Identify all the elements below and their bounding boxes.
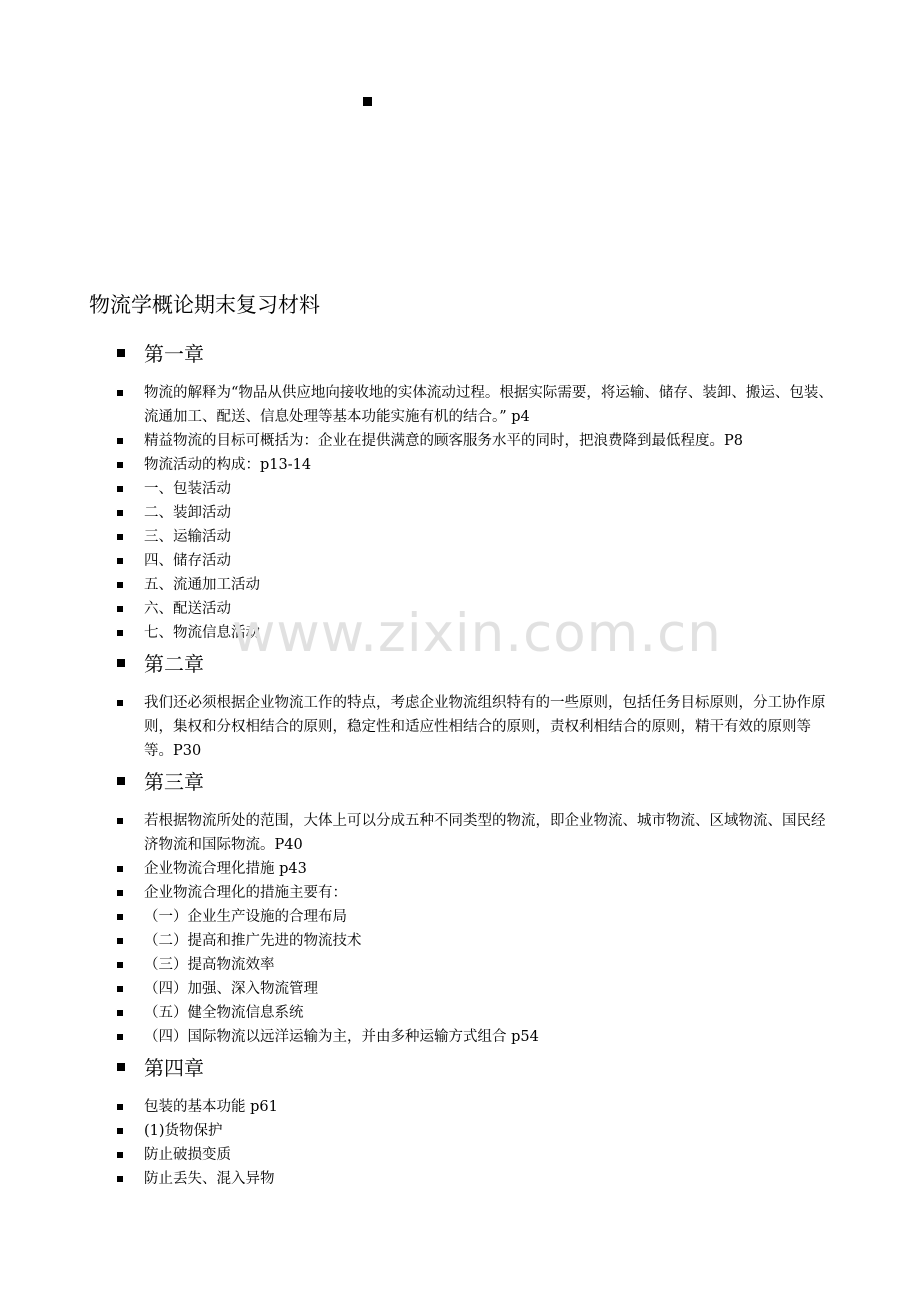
list-item-text: 我们还必须根据企业物流工作的特点，考虑企业物流组织特有的一些原则，包括任务目标原则，分工协作原则，集权和分权相结合的原则，稳定性和适应性相结合的原则，责权利相结合的原则，精干有效的原则等等。P30 [144,695,826,759]
top-bullet-mark [363,97,372,106]
list-item-text: 五、流通加工活动 [144,577,260,593]
chapter-4 [0,1053,920,1191]
list-item-text: 六、配送活动 [144,601,231,617]
chapter-heading [0,339,920,369]
list-item-text: （四）国际物流以远洋运输为主，并由多种运输方式组合 p54 [144,1029,539,1045]
list-item-text: 四、储存活动 [144,553,231,569]
list-item [0,453,920,477]
list-item-text: 物流的解释为“物品从供应地向接收地的实体流动过程。根据实际需要，将运输、储存、装卸、搬运、包装、流通加工、配送、信息处理等基本功能实施有机的结合。” p4 [144,385,833,425]
chapter-heading [0,1053,920,1083]
document-title: 物流学概论期末复习材料 [89,293,320,317]
list-item-text: （四）加强、深入物流管理 [144,981,318,997]
chapter-4-items [0,1095,920,1191]
square-bullet-icon [117,962,123,968]
square-bullet-icon [117,818,123,824]
list-item [0,477,920,501]
list-item-text: 三、运输活动 [144,529,231,545]
list-item-text: (1)货物保护 [144,1123,223,1139]
chapter-1 [0,339,920,645]
square-bullet-icon [117,1152,123,1158]
chapter-heading-text: 第二章 [144,652,204,676]
list-item-text: （二）提高和推广先进的物流技术 [144,933,362,949]
square-bullet-icon [117,606,123,612]
square-bullet-icon [117,700,123,706]
list-item [0,573,920,597]
list-item-text: 物流活动的构成：p13-14 [144,457,312,473]
square-bullet-icon [117,914,123,920]
square-bullet-icon [117,630,123,636]
chapter-heading [0,767,920,797]
list-item [0,1025,920,1049]
square-bullet-icon [117,558,123,564]
list-item [0,1167,920,1191]
list-item-text: 防止破损变质 [144,1147,231,1163]
square-bullet-icon [117,938,123,944]
list-item [0,1143,920,1167]
list-item [0,691,920,763]
list-item [0,857,920,881]
list-item [0,501,920,525]
square-bullet-icon [117,390,123,396]
square-bullet-icon [117,1063,125,1071]
list-item [0,977,920,1001]
square-bullet-icon [117,986,123,992]
square-bullet-icon [117,534,123,540]
square-bullet-icon [117,866,123,872]
document-body [0,339,920,1191]
square-bullet-icon [117,582,123,588]
chapter-2 [0,649,920,763]
list-item-text: 二、装卸活动 [144,505,231,521]
list-item-text: 一、包装活动 [144,481,231,497]
square-bullet-icon [117,438,123,444]
list-item [0,809,920,857]
chapter-heading-text: 第一章 [144,342,204,366]
square-bullet-icon [117,462,123,468]
list-item-text: 精益物流的目标可概括为：企业在提供满意的顾客服务水平的同时，把浪费降到最低程度。P8 [144,433,743,449]
watermark: www.zixin.com.cn [232,603,722,664]
list-item [0,381,920,429]
list-item [0,1001,920,1025]
list-item-text: 若根据物流所处的范围，大体上可以分成五种不同类型的物流，即企业物流、城市物流、区域物流、国民经济物流和国际物流。P40 [144,813,826,853]
list-item-text: （三）提高物流效率 [144,957,275,973]
square-bullet-icon [117,659,125,667]
chapter-heading-text: 第三章 [144,770,204,794]
chapter-2-items [0,691,920,763]
square-bullet-icon [117,777,125,785]
square-bullet-icon [117,349,125,357]
list-item-text: 企业物流合理化的措施主要有： [144,885,347,901]
list-item [0,525,920,549]
list-item-text: 企业物流合理化措施 p43 [144,861,307,877]
chapter-heading-text: 第四章 [144,1056,204,1080]
square-bullet-icon [117,1104,123,1110]
square-bullet-icon [117,1176,123,1182]
square-bullet-icon [117,486,123,492]
list-item [0,905,920,929]
square-bullet-icon [117,510,123,516]
square-bullet-icon [117,1128,123,1134]
list-item [0,953,920,977]
list-item [0,929,920,953]
list-item-text: 防止丢失、混入异物 [144,1171,275,1187]
chapter-3-items [0,809,920,1049]
chapter-3 [0,767,920,1049]
list-item [0,1095,920,1119]
square-bullet-icon [117,1034,123,1040]
square-bullet-icon [117,890,123,896]
list-item-text: （一）企业生产设施的合理布局 [144,909,347,925]
list-item-text: 包装的基本功能 p61 [144,1099,278,1115]
list-item [0,1119,920,1143]
list-item [0,549,920,573]
square-bullet-icon [117,1010,123,1016]
list-item-text: 七、物流信息活动 [144,625,260,641]
list-item [0,429,920,453]
list-item-text: （五）健全物流信息系统 [144,1005,304,1021]
list-item [0,881,920,905]
